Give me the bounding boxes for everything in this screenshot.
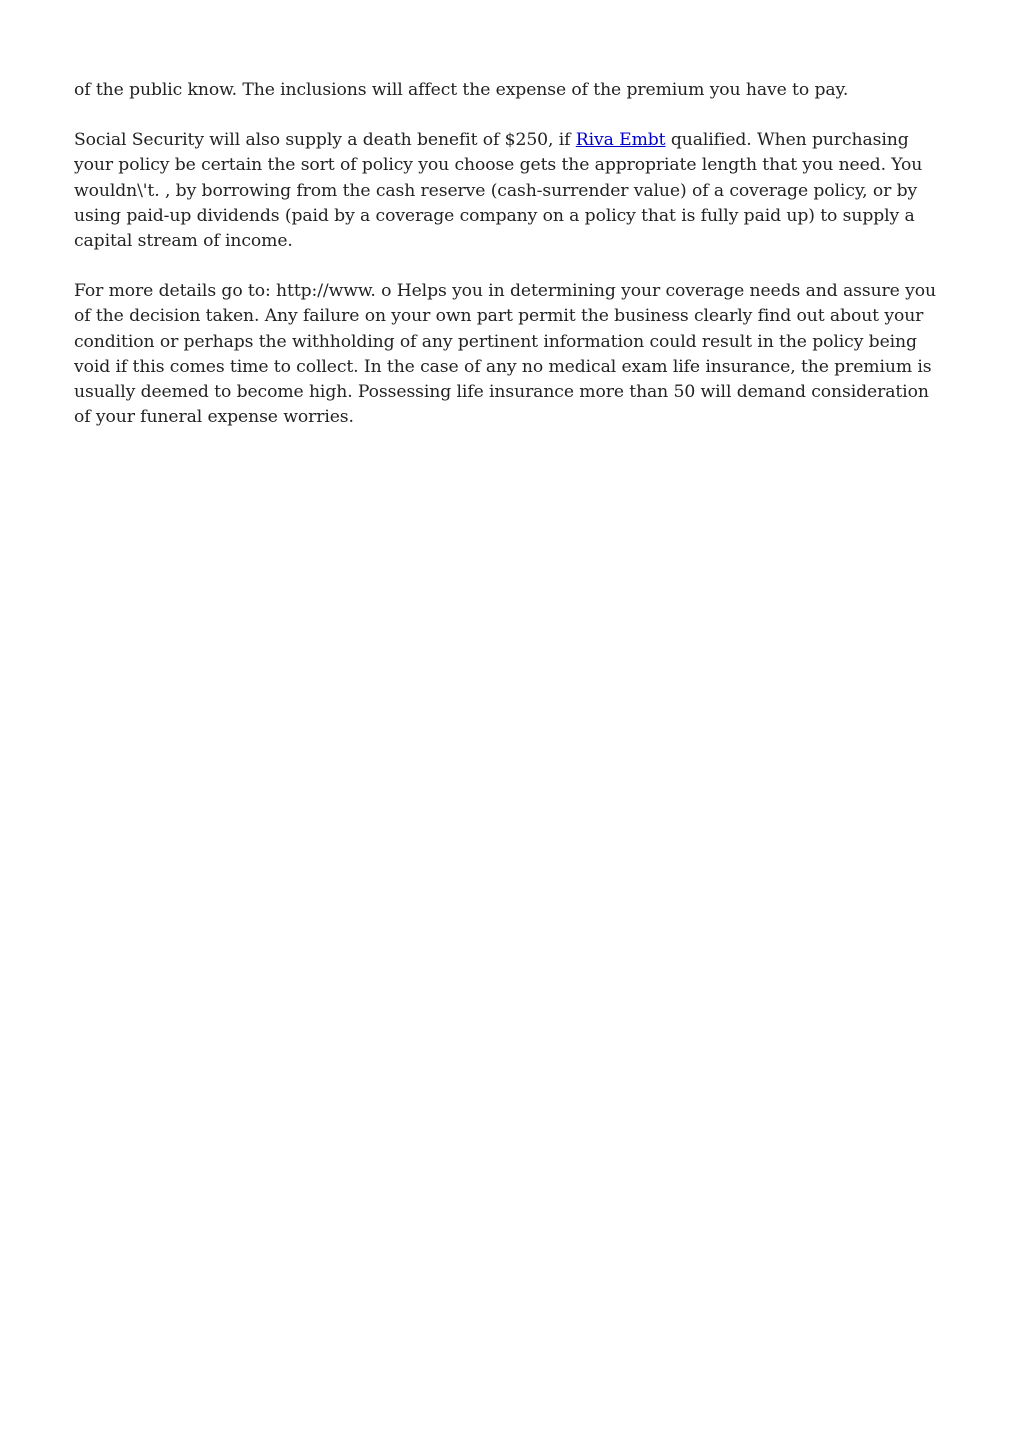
text-line: usually deemed to become high. Possessing life insurance more than 50 will demand consideration	[74, 382, 929, 403]
text-line: of the public know. The inclusions will affect the expense of the premium you have to pay.	[74, 80, 849, 100]
paragraph-2	[74, 128, 954, 254]
text-line: For more details go to: http://www. o Helps you in determining your coverage needs and assure you	[74, 281, 936, 302]
text-line: using paid-up dividends (paid by a coverage company on a policy that is fully paid up) to supply a	[74, 205, 915, 226]
text-line: wouldn\'t. , by borrowing from the cash reserve (cash-surrender value) of a coverage policy, or by	[74, 180, 918, 201]
text-line	[74, 128, 954, 153]
text-fragment: qualified. When purchasing	[665, 130, 909, 151]
text-line: your policy be certain the sort of policy you choose gets the appropriate length that you need. You	[74, 155, 923, 176]
riva-embt-link[interactable]: Riva Embt	[575, 130, 666, 151]
paragraph-1	[74, 78, 954, 103]
text-line: void if this comes time to collect. In the case of any no medical exam life insurance, the premium is	[74, 356, 932, 377]
text-fragment: Social Security will also supply a death benefit of $250, if	[74, 130, 576, 151]
text-line: condition or perhaps the withholding of any pertinent information could result in the policy being	[74, 331, 917, 352]
document-page	[74, 78, 954, 455]
text-line: capital stream of income.	[74, 231, 293, 252]
paragraph-3	[74, 279, 954, 430]
text-line: of your funeral expense worries.	[74, 407, 354, 428]
text-line: of the decision taken. Any failure on your own part permit the business clearly find out about your	[74, 306, 924, 327]
